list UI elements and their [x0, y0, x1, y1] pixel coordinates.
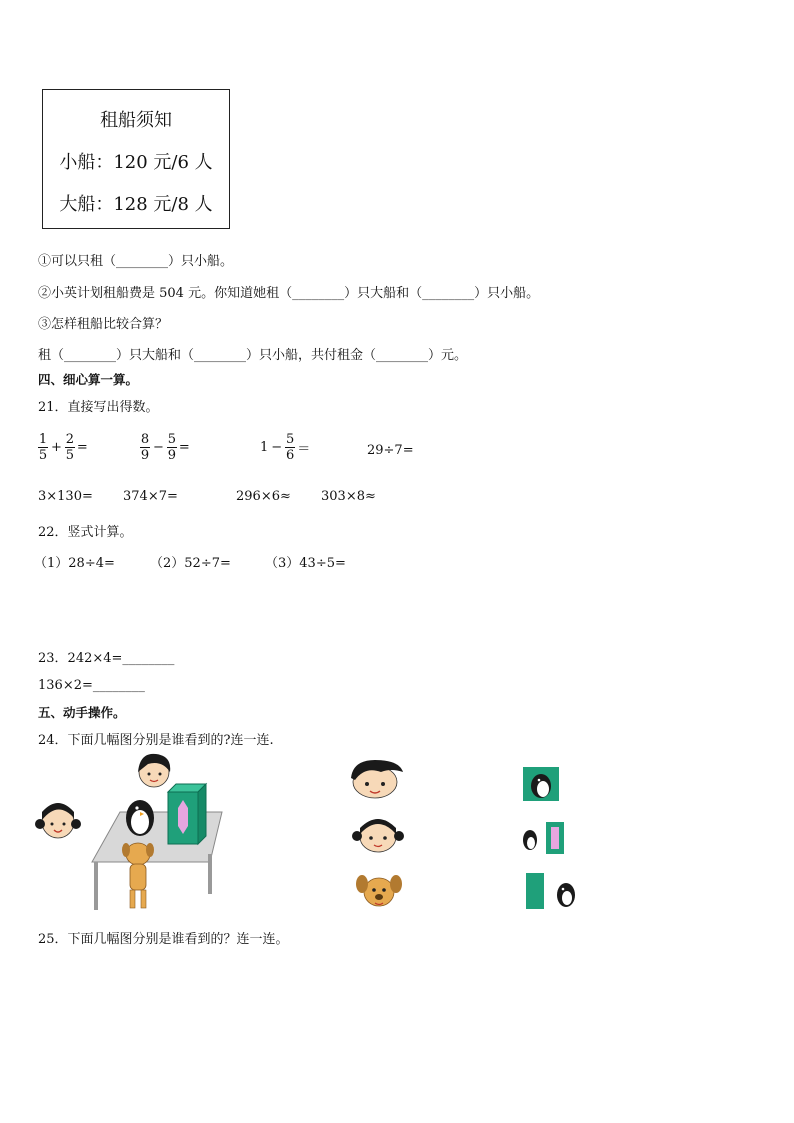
fraction-expr-1: $\frac{1}{5}$ + $\frac{2}{5}$ = — [38, 432, 88, 463]
q25-title: 25．下面几幅图分别是谁看到的？连一连。 — [38, 932, 289, 947]
view-penguin-front-box-icon — [523, 767, 559, 801]
vertical-calc-item: （3）43÷5= — [265, 556, 346, 571]
fraction: $\frac{5}{9}$ — [167, 432, 177, 463]
calc-item: 374×7= — [123, 489, 178, 504]
scene-illustration — [30, 750, 230, 915]
view-penguin-left-box-icon — [520, 822, 566, 854]
rental-notice-box — [42, 89, 230, 229]
question-3-answer: 租（________）只大船和（________）只小船，共付租金（________）元。 — [38, 348, 468, 363]
division-expr: 29÷7= — [367, 443, 414, 458]
fraction-expr-2: $\frac{8}{9}$ − $\frac{5}{9}$ = — [140, 432, 190, 463]
fraction: $\frac{8}{9}$ — [140, 432, 150, 463]
fraction-expr-3: 1 − $\frac{5}{6}$ ＝ — [260, 432, 311, 463]
vertical-calc-item: （1）28÷4= — [34, 556, 115, 571]
question-1: ①可以只租（________）只小船。 — [38, 254, 234, 269]
question-2: ②小英计划租船费是 504 元。你知道她租（________）只大船和（________）只小船。 — [38, 286, 540, 301]
question-3: ③怎样租船比较合算？ — [38, 317, 169, 332]
dog-head-icon — [354, 870, 404, 910]
notice-large-boat: 大船：128 元/8 人 — [59, 194, 213, 215]
boy-head-icon — [345, 758, 407, 800]
calc-item: 3×130= — [38, 489, 93, 504]
girl-head-icon — [350, 812, 406, 854]
section-5-heading: 五、动手操作。 — [38, 705, 126, 720]
calc-item: 296×6≈ — [236, 489, 291, 504]
notice-title: 租船须知 — [100, 110, 172, 131]
notice-small-boat: 小船：120 元/6 人 — [59, 152, 213, 173]
fraction: $\frac{5}{6}$ — [286, 432, 295, 463]
q22-title: 22．竖式计算。 — [38, 525, 133, 540]
q23-line-1: 23．242×4=________ — [38, 651, 175, 666]
fraction: $\frac{1}{5}$ — [38, 432, 48, 463]
q21-title: 21．直接写出得数。 — [38, 400, 159, 415]
section-4-heading: 四、细心算一算。 — [38, 372, 139, 387]
fraction: $\frac{2}{5}$ — [65, 432, 75, 463]
calc-item: 303×8≈ — [321, 489, 376, 504]
vertical-calc-item: （2）52÷7= — [150, 556, 231, 571]
view-box-left-penguin-icon — [526, 873, 582, 909]
q24-title: 24．下面几幅图分别是谁看到的?连一连. — [38, 733, 274, 748]
q23-line-2: 136×2=________ — [38, 678, 145, 693]
